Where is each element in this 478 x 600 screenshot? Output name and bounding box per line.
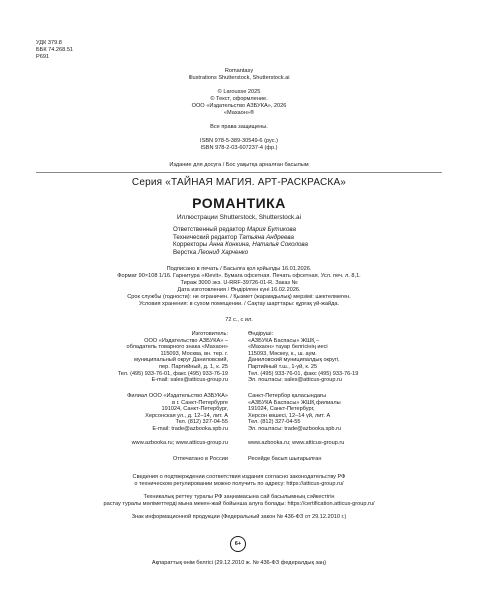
udk-code: УДК 379.8 [36,40,62,46]
staff-row [173,249,308,257]
original-edition [0,68,478,82]
manufacturer-ru [118,331,228,384]
manufacturer-line: Изготовитель: [191,331,228,337]
copyright-line: © Текст, оформление. [210,96,268,102]
illustrations-credit: Иллюстрации Shutterstock, Shutterstock.ai [177,214,301,221]
conformity-ru [0,474,478,488]
printed-in: Ресейде басып шығарылған [248,456,322,462]
print-line: Формат 90×108 1/16. Гарнитура «Klevit». Бумага офсетная. Печать офсетная. Усл. печ. л. 8,1. [117,273,361,279]
edition-type: Издание для досуга / Бос уақытқа арналған басылым [169,162,309,168]
branch-line: Херсон көшесі, 12–14 үй, лит. А [248,412,331,419]
manufacturer-line: Тел. (495) 933-76-01, факс (495) 933-76-19 [117,370,228,377]
info-product-sign: Знак информационной продукции (Федеральный закон № 436-ФЗ от 29.12.2010 г.) [131,514,347,520]
rights-reserved: Все права защищены. [210,124,268,130]
branch-line: Тел. (812) 327-04-55 [175,419,228,426]
author-mark: Р691 [36,54,50,60]
manufacturer-line: ООО «Издательство АЗБУКА» – [144,337,228,344]
conformity-kz [0,494,478,508]
conformity-line: растау туралы мәліметтерді мына мекен-жай бойынша алуға болады: https://certification.atticus-group.ru/ [103,501,375,507]
branch-line: Филиал ООО «Издательство АЗБУКА» [127,393,228,399]
catalog-codes [36,40,73,61]
copyright-line: © Larousse 2025 [217,89,261,95]
manufacturer-line: Партийный т.ш., 1-үй, к. 25 [248,363,318,370]
branch-line: «АЗБУКА Баспасы» ЖШҚ филиалы [248,399,341,406]
staff-row [173,226,308,234]
age-rating-badge: 6+ [230,536,246,552]
printed-in: Отпечатано в России [172,456,228,462]
staff-row [173,234,308,242]
original-credit: Illustrations Shutterstock, Shutterstock.ai [188,75,290,81]
footer-note: Ақпараттық өнім белгісі (29.12.2010 ж. № 436-ФЗ федералдық заң) [151,560,327,566]
book-title: РОМАНТИКА [192,195,286,211]
manufacturer-line: «Махаон» тауар белгісінің иесі [248,344,328,351]
print-line: Условия хранения: в сухом помещении. / Сақтау шарттары: құрғақ үй-жайда. [138,301,340,307]
manufacturer-kz [248,331,358,384]
branch-line: Тел. (812) 327-04-55 [248,419,301,426]
branch-line: Эл. поштасы: trade@azbooka.spb.ru [248,425,342,432]
staff-role: Ответственный редактор [173,226,246,233]
branch-line: 191024, Санкт-Петербург, [248,406,315,413]
manufacturer-line: «АЗБУКА Баспасы» ЖШҚ – [248,337,320,344]
website-links-ru[interactable] [132,440,228,447]
staff-name: Татьяна Андреева [238,233,294,241]
website-links[interactable]: www.azbooka.ru; www.atticus-group.ru [131,440,228,446]
printed-kz [248,456,321,463]
manufacturer-line: 115093, Москва, вн. тер. г. [160,350,228,357]
print-line: Срок службы (годности): не ограничен. / Қызмет (жарамдылық) мерзімі: шектелмеген. [127,294,351,300]
manufacturer-line: пер. Партийный, д. 1, к. 25 [158,363,228,370]
branch-line: Херсонская ул., д. 12–14, лит. А [145,412,228,419]
manufacturer-line: 115093, Мәскеу, к., ш. аум. [248,350,317,357]
staff-role: Верстка [173,248,197,256]
manufacturer-line: Даниловский муниципалдық округі, [248,357,340,364]
copyright-line: «Махаон»® [223,110,255,116]
branch-ru [127,393,228,433]
copyright-block [0,89,478,117]
staff-block [173,226,308,256]
original-title: Romantasy [224,68,254,74]
isbn-ru: ISBN 978-5-389-30549-6 (рус.) [200,138,278,144]
copyright-line: ООО «Издательство АЗБУКА», 2026 [191,103,287,109]
isbn-block [0,138,478,152]
manufacturer-line: Тел. (495) 933-76-01, факс (495) 933-76-19 [248,370,359,377]
branch-line: E-mail: trade@azbooka.spb.ru [152,425,228,432]
website-links[interactable]: www.azbooka.ru; www.atticus-group.ru [248,440,345,446]
manufacturer-line: E-mail: sales@atticus-group.ru [151,377,228,384]
print-line: Подписано в печать / Басылға қол қойылды 16.01.2026. [166,266,312,272]
conformity-line: Техникалық реттеу туралы РФ заңнамасына сай басылымның сәйкестігін [143,494,335,500]
manufacturer-line: Эл. поштасы: sales@atticus-group.ru [248,377,342,384]
isbn-fr: ISBN 978-2-03-607237-4 (фр.) [200,145,278,151]
staff-role: Технический редактор [173,233,238,241]
website-links-kz[interactable] [248,440,344,447]
staff-row [173,241,308,249]
printed-ru [173,456,228,463]
series-name: Серия «ТАЙНАЯ МАГИЯ. АРТ-РАСКРАСКА» [131,177,347,188]
manufacturer-line: Өндіруші: [248,331,274,337]
staff-name: Анна Конкина, Наталья Соколова [208,241,308,249]
manufacturer-line: обладатель товарного знака «Махаон» [126,344,228,351]
conformity-line: Сведения о подтверждении соответствия издания согласно законодательству РФ [132,474,346,480]
page-count: 72 с., с ил. [225,317,253,323]
branch-line: Санкт-Петербор қаласындағы [248,393,327,399]
divider [36,172,442,173]
print-line: Дата изготовления / Өндірілген күні 16.02.2026. [177,287,301,293]
branch-kz [248,393,341,433]
staff-role: Корректоры [173,241,208,249]
conformity-line: о техническом регулировании можно получить по адресу: https://atticus-group.ru/ [134,481,344,487]
manufacturer-line: муниципальный округ Даниловский, [134,357,228,364]
staff-name: Мария Бутикова [246,226,296,233]
bbk-code: ББК 74.268.51 [36,47,74,53]
branch-line: в г. Санкт-Петербурге [172,399,228,406]
print-info [0,266,478,308]
branch-line: 191024, Санкт-Петербург, [161,406,228,413]
print-line: Тираж 3000 экз. U-RRF-39726-01-R. Заказ № [180,280,298,286]
staff-name: Леонид Харченко [197,248,249,256]
